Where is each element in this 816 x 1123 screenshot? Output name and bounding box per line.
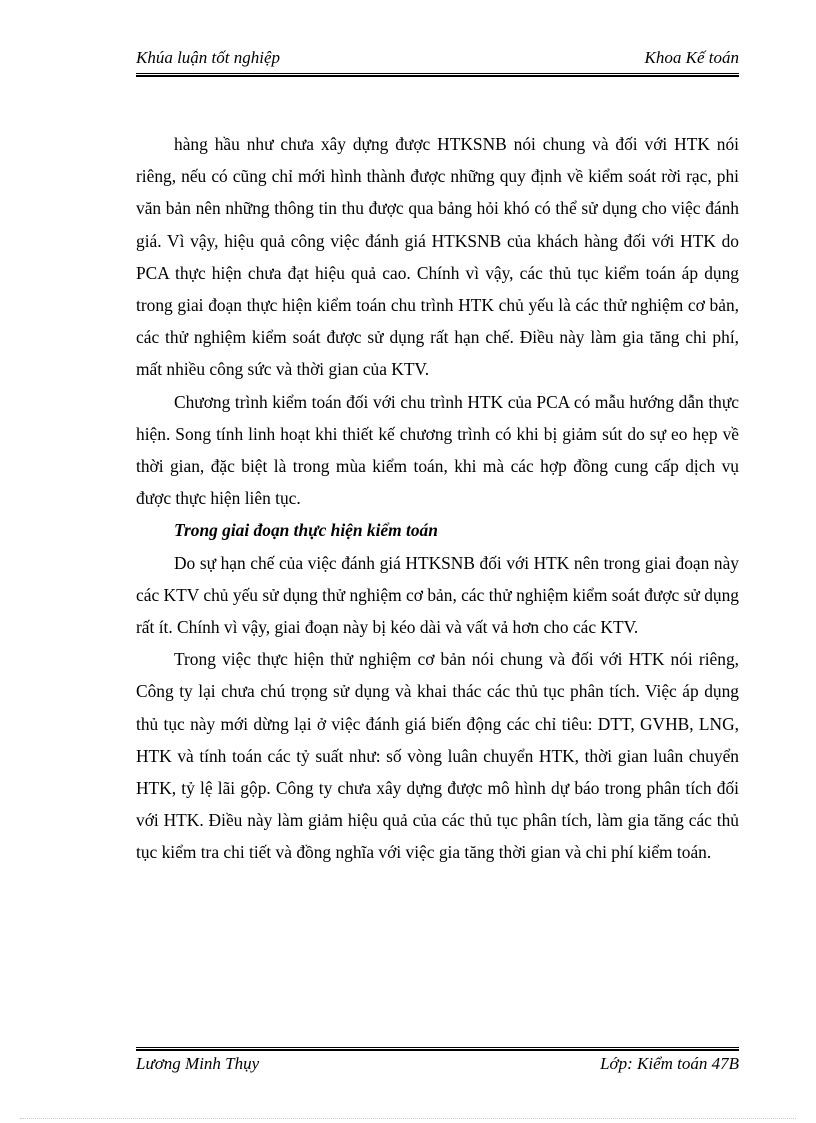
section-subheading: Trong giai đoạn thực hiện kiểm toán: [174, 520, 438, 541]
page-footer: [136, 1054, 739, 1080]
document-body: [136, 128, 739, 869]
paragraph-continuation: hàng hầu như chưa xây dựng được HTKSNB nói chung và đối với HTK nói riêng, nếu có cũng chỉ mới hình thành được những quy định về kiểm soát rời rạc, phi văn bản nên những thông tin thu được qua bảng hỏi khó có thể sử dụng cho việc đánh giá. Vì vậy, hiệu quả công việc đánh giá HTKSNB của khách hàng đối với HTK do PCA thực hiện chưa đạt hiệu quả cao. Chính vì vậy, các thủ tục kiểm toán áp dụng trong giai đoạn thực hiện kiểm toán chu trình HTK chủ yếu là các thử nghiệm cơ bản, các thử nghiệm kiểm soát được sử dụng rất hạn chế. Điều này làm gia tăng chi phí, mất nhiều công sức và thời gian của KTV.: [136, 134, 739, 380]
paragraph-audit-program: Chương trình kiểm toán đối với chu trình HTK của PCA có mẫu hướng dẫn thực hiện. Song tính linh hoạt khi thiết kế chương trình có khi bị giảm sút do sự eo hẹp về thời gian, đặc biệt là trong mùa kiểm toán, khi mà các hợp đồng cung cấp dịch vụ được thực hiện liên tục.: [136, 391, 739, 509]
header-right-department: Khoa Kế toán: [644, 48, 739, 67]
paragraph-analytical-procedures: Trong việc thực hiện thử nghiệm cơ bản nói chung và đối với HTK nói riêng, Công ty lại chưa chú trọng sử dụng và khai thác các thủ tục phân tích. Việc áp dụng thủ tục này mới dừng lại ở việc đánh giá biến động các chỉ tiêu: DTT, GVHB, LNG, HTK và tính toán các tỷ suất như: số vòng luân chuyển HTK, thời gian luân chuyển HTK, tỷ lệ lãi gộp. Công ty chưa xây dựng được mô hình dự báo trong phân tích đối với HTK. Điều này làm giảm hiệu quả của các thủ tục phân tích, làm gia tăng các thủ tục kiểm tra chi tiết và đồng nghĩa với việc gia tăng thời gian và chi phí kiểm toán.: [136, 649, 739, 863]
header-left-title: Khúa luận tốt nghiệp: [136, 48, 281, 67]
footer-author: Lương Minh Thụy: [136, 1054, 260, 1073]
header-divider: [136, 73, 739, 77]
page-header: [136, 48, 739, 74]
footer-divider: [136, 1047, 739, 1051]
paragraph-limitations: Do sự hạn chế của việc đánh giá HTKSNB đối với HTK nên trong giai đoạn này các KTV chủ yếu sử dụng thử nghiệm cơ bản, các thử nghiệm kiểm soát được sử dụng rất ít. Chính vì vậy, giai đoạn này bị kéo dài và vất vả hơn cho các KTV.: [136, 552, 739, 638]
footer-class: Lớp: Kiểm toán 47B: [600, 1054, 739, 1073]
page-edge-dotted-line: [20, 1118, 796, 1120]
